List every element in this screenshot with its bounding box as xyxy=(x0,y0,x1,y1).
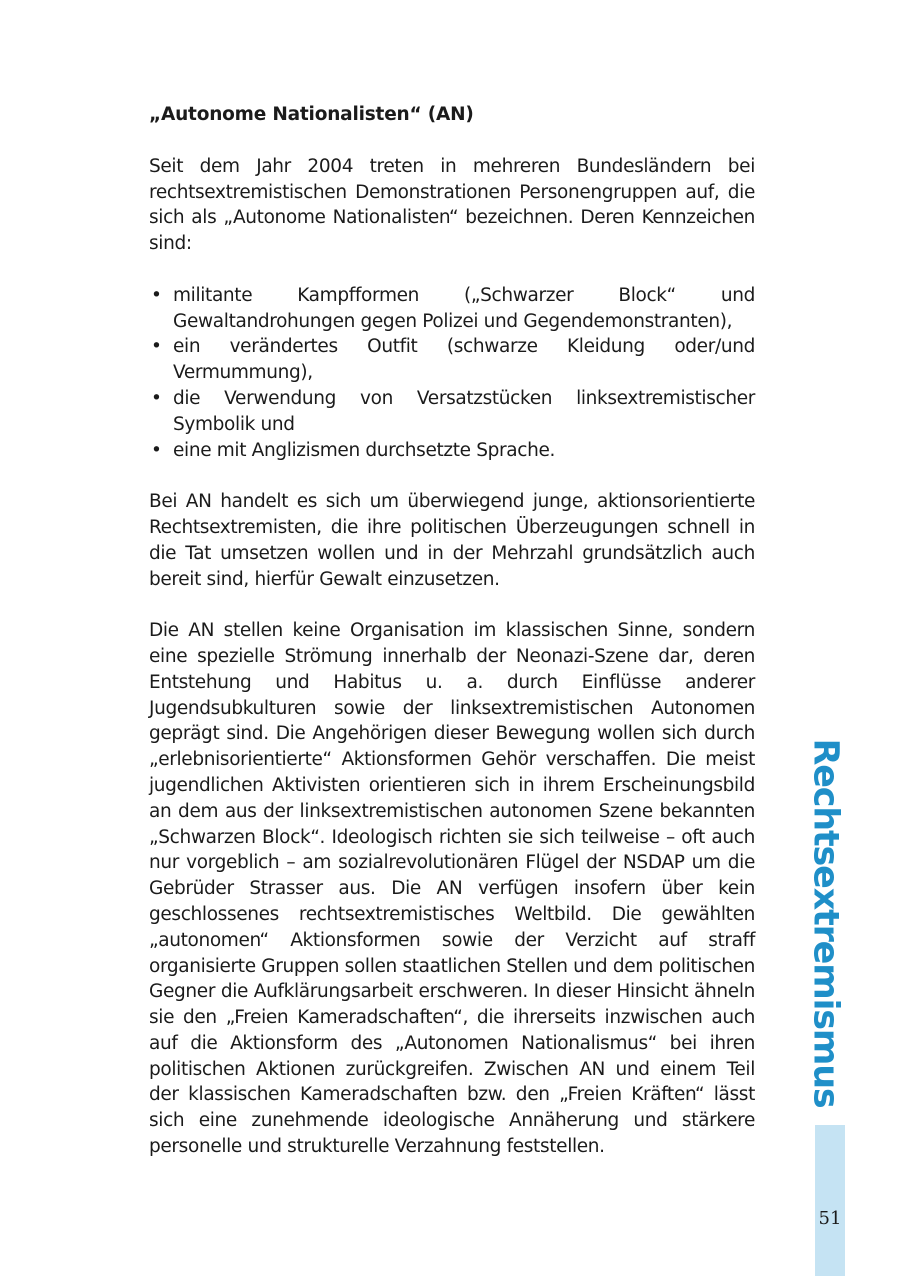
intro-paragraph: Seit dem Jahr 2004 treten in mehreren Bundesländern bei rechtsextremistischen Demonstrationen Personengruppen auf, die sich als „Autonome Nationalisten“ bezeichnen. Deren Kennzeichen sind: xyxy=(149,155,755,255)
list-item-text: die Verwendung von Versatzstücken linksextremistischer Symbolik und xyxy=(173,387,755,435)
list-item xyxy=(149,438,755,464)
page-tab-marker xyxy=(815,1125,845,1276)
body-paragraph-3: Die AN stellen keine Organisation im klassischen Sinne, sondern eine spezielle Strömung innerhalb der Neonazi-Szene dar, deren Entstehung und Habitus u. a. durch Einflüsse anderer Jugendsubkulturen sowie der linksextremistischen Autonomen geprägt sind. Die Angehörigen dieser Bewegung wollen sich durch „erlebnisorientierte“ Aktionsformen Gehör verschaffen. Die meist jugendlichen Aktivisten orientieren sich in ihrem Erscheinungsbild an dem aus der linksextremistischen autonomen Szene bekannten „Schwarzen Block“. Ideologisch richten sie sich teilweise – oft auch nur vorgeblich – am sozialrevolutionären Flügel der NSDAP um die Gebrüder Strasser aus. Die AN verfügen insofern über kein geschlossenes rechtsextremistisches Weltbild. Die gewählten „autonomen“ Aktionsformen sowie der Verzicht auf straff organisierte Gruppen sollen staatlichen Stellen und dem politischen Gegner die Aufklärungsarbeit erschweren. In dieser Hinsicht ähneln sie den „Freien Kameradschaften“, die ihrerseits inzwischen auch auf die Aktionsform des „Autonomen Nationalismus“ bei ihren politischen Aktionen zurückgreifen. Zwischen AN und einem Teil der klassischen Kameradschaften bzw. den „Freien Kräften“ lässt sich eine zunehmende ideologische Annäherung und stärkere personelle und strukturelle Verzahnung feststellen. xyxy=(149,620,755,1158)
page-content xyxy=(149,102,755,1186)
characteristics-list xyxy=(149,283,755,464)
bullet-icon: • xyxy=(151,387,162,409)
list-item-text: eine mit Anglizismen durchsetzte Sprache. xyxy=(173,439,556,461)
chapter-side-title-text: Rechtsextremismus xyxy=(806,738,847,1108)
body-paragraph-2: Bei AN handelt es sich um überwiegend junge, aktionsorientierte Rechtsextremisten, die ihre politischen Überzeugungen schnell in die Tat umsetzen wollen und in der Mehrzahl grundsätzlich auch bereit sind, hierfür Gewalt einzusetzen. xyxy=(149,491,755,590)
list-item xyxy=(149,334,755,386)
list-item xyxy=(149,386,755,438)
chapter-side-title xyxy=(778,738,874,1108)
list-item-text: militante Kampfformen („Schwarzer Block“ und Gewaltandrohungen gegen Polizei und Gegendemonstranten), xyxy=(173,284,755,332)
section-heading: „Autonome Nationalisten“ (AN) xyxy=(149,104,474,125)
bullet-icon: • xyxy=(151,336,162,358)
list-item xyxy=(149,283,755,335)
bullet-icon: • xyxy=(151,284,162,306)
page-number: 51 xyxy=(818,1208,842,1229)
list-item-text: ein verändertes Outfit (schwarze Kleidung oder/und Vermummung), xyxy=(173,336,755,384)
bullet-icon: • xyxy=(151,439,162,461)
